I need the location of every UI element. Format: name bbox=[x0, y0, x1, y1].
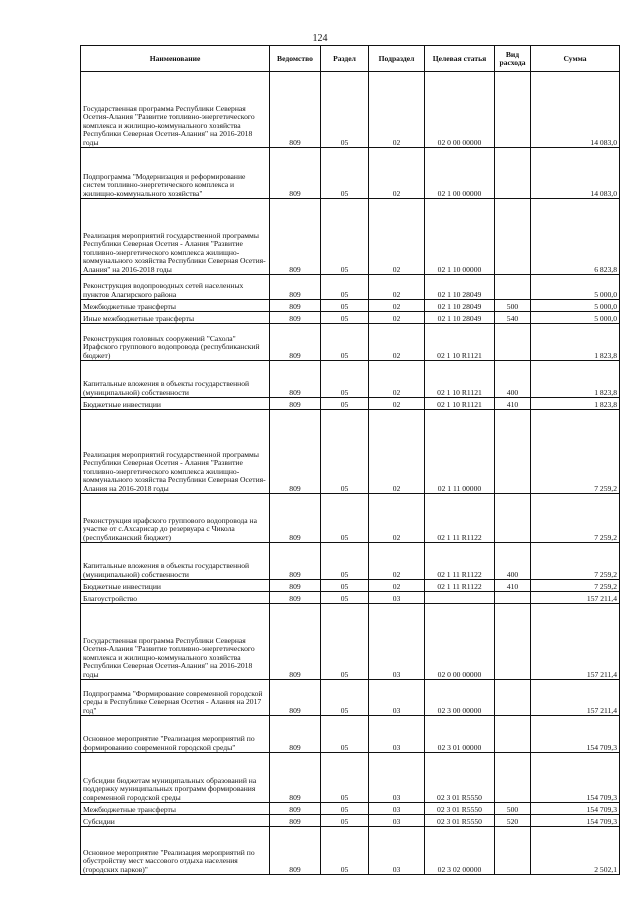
row-vid-raskhoda: 520 bbox=[495, 815, 531, 827]
table-row bbox=[81, 580, 620, 592]
row-celevaya-statya: 02 1 10 R1121 bbox=[425, 398, 495, 410]
row-summa: 7 259,2 bbox=[531, 410, 620, 494]
table-row bbox=[81, 604, 620, 680]
row-razdel: 05 bbox=[321, 592, 369, 604]
row-summa: 157 211,4 bbox=[531, 604, 620, 680]
page-number: 124 bbox=[312, 33, 328, 44]
row-celevaya-statya: 02 3 01 R5550 bbox=[425, 803, 495, 815]
table-row bbox=[81, 803, 620, 815]
table-row bbox=[81, 300, 620, 312]
row-razdel: 05 bbox=[321, 815, 369, 827]
table-row bbox=[81, 543, 620, 580]
row-name: Межбюджетные трансферты bbox=[81, 803, 270, 815]
row-name: Бюджетные инвестиции bbox=[81, 398, 270, 410]
table-row bbox=[81, 592, 620, 604]
table-row bbox=[81, 815, 620, 827]
row-podrazdel: 02 bbox=[369, 199, 425, 275]
row-podrazdel: 02 bbox=[369, 72, 425, 148]
row-name: Реконструкция водопроводных сетей населенных пунктов Алагирского района bbox=[81, 275, 270, 300]
row-name: Подпрограмма "Модернизация и реформирование систем топливно-энергетического комплекса и жилищно-коммунального хозяйства" bbox=[81, 148, 270, 199]
row-name: Реализация мероприятий государственной программы Республики Северная Осетия - Алания "Развитие топливно-энергетического комплекса жилищно-коммунального хозяйства Республики Северная Осетия-Алания" на 2016-2018 годы bbox=[81, 199, 270, 275]
row-podrazdel: 02 bbox=[369, 148, 425, 199]
row-vedomstvo: 809 bbox=[270, 494, 321, 543]
row-podrazdel: 03 bbox=[369, 753, 425, 803]
row-razdel: 05 bbox=[321, 275, 369, 300]
row-vedomstvo: 809 bbox=[270, 827, 321, 875]
row-name: Реализация мероприятий государственной программы Республики Северная Осетия - Алания "Развитие топливно-энергетического комплекса жилищно-коммунального хозяйства Республики Северная Осетия-Алания на 2016-2018 годы bbox=[81, 410, 270, 494]
row-summa: 1 823,8 bbox=[531, 398, 620, 410]
row-name: Основное мероприятие "Реализация мероприятий по обустройству мест массового отдыха населения (городских парков)" bbox=[81, 827, 270, 875]
row-podrazdel: 02 bbox=[369, 580, 425, 592]
row-celevaya-statya: 02 0 00 00000 bbox=[425, 72, 495, 148]
row-vid-raskhoda: 400 bbox=[495, 361, 531, 398]
row-celevaya-statya: 02 1 10 R1121 bbox=[425, 324, 495, 361]
row-celevaya-statya bbox=[425, 592, 495, 604]
table-body bbox=[81, 72, 620, 875]
row-summa: 14 083,0 bbox=[531, 72, 620, 148]
row-razdel: 05 bbox=[321, 410, 369, 494]
row-razdel: 05 bbox=[321, 300, 369, 312]
row-vid-raskhoda bbox=[495, 680, 531, 716]
row-podrazdel: 02 bbox=[369, 275, 425, 300]
table-row bbox=[81, 494, 620, 543]
row-summa: 157 211,4 bbox=[531, 592, 620, 604]
row-vedomstvo: 809 bbox=[270, 580, 321, 592]
row-summa: 154 709,3 bbox=[531, 815, 620, 827]
row-podrazdel: 02 bbox=[369, 324, 425, 361]
row-vedomstvo: 809 bbox=[270, 72, 321, 148]
row-summa: 7 259,2 bbox=[531, 543, 620, 580]
table-row bbox=[81, 753, 620, 803]
table-row bbox=[81, 324, 620, 361]
row-razdel: 05 bbox=[321, 199, 369, 275]
row-vid-raskhoda bbox=[495, 494, 531, 543]
row-summa: 154 709,3 bbox=[531, 803, 620, 815]
row-vedomstvo: 809 bbox=[270, 275, 321, 300]
table-row bbox=[81, 199, 620, 275]
row-name: Государственная программа Республики Северная Осетия-Алания "Развитие топливно-энергетического комплекса и жилищно-коммунального хозяйства Республики Северная Осетия-Алания" на 2016-2018 годы bbox=[81, 72, 270, 148]
row-razdel: 05 bbox=[321, 494, 369, 543]
budget-table bbox=[80, 45, 620, 875]
row-vedomstvo: 809 bbox=[270, 361, 321, 398]
row-celevaya-statya: 02 1 10 R1121 bbox=[425, 361, 495, 398]
row-podrazdel: 03 bbox=[369, 604, 425, 680]
row-vid-raskhoda: 540 bbox=[495, 312, 531, 324]
row-vid-raskhoda bbox=[495, 753, 531, 803]
row-name: Иные межбюджетные трансферты bbox=[81, 312, 270, 324]
row-celevaya-statya: 02 1 11 R1122 bbox=[425, 494, 495, 543]
row-podrazdel: 02 bbox=[369, 361, 425, 398]
row-razdel: 05 bbox=[321, 312, 369, 324]
row-podrazdel: 02 bbox=[369, 312, 425, 324]
row-vedomstvo: 809 bbox=[270, 148, 321, 199]
row-razdel: 05 bbox=[321, 604, 369, 680]
row-podrazdel: 02 bbox=[369, 410, 425, 494]
header-name: Наименование bbox=[81, 46, 270, 72]
row-podrazdel: 02 bbox=[369, 543, 425, 580]
row-podrazdel: 02 bbox=[369, 398, 425, 410]
row-name: Межбюджетные трансферты bbox=[81, 300, 270, 312]
row-summa: 7 259,2 bbox=[531, 494, 620, 543]
table-row bbox=[81, 148, 620, 199]
row-celevaya-statya: 02 3 01 R5550 bbox=[425, 815, 495, 827]
row-podrazdel: 03 bbox=[369, 716, 425, 753]
row-name: Капитальные вложения в объекты государственной (муниципальной) собственности bbox=[81, 543, 270, 580]
row-celevaya-statya: 02 1 10 28049 bbox=[425, 312, 495, 324]
row-vid-raskhoda bbox=[495, 827, 531, 875]
row-vedomstvo: 809 bbox=[270, 753, 321, 803]
row-vedomstvo: 809 bbox=[270, 592, 321, 604]
row-celevaya-statya: 02 1 10 28049 bbox=[425, 275, 495, 300]
row-summa: 5 000,0 bbox=[531, 275, 620, 300]
row-vedomstvo: 809 bbox=[270, 199, 321, 275]
row-razdel: 05 bbox=[321, 827, 369, 875]
row-razdel: 05 bbox=[321, 680, 369, 716]
row-vedomstvo: 809 bbox=[270, 716, 321, 753]
row-name: Государственная программа Республики Северная Осетия-Алания "Развитие топливно-энергетического комплекса и жилищно-коммунального хозяйства Республики Северная Осетия-Алания" на 2016-2018 годы bbox=[81, 604, 270, 680]
row-razdel: 05 bbox=[321, 148, 369, 199]
row-vid-raskhoda: 500 bbox=[495, 803, 531, 815]
row-razdel: 05 bbox=[321, 753, 369, 803]
row-vid-raskhoda: 500 bbox=[495, 300, 531, 312]
row-vid-raskhoda bbox=[495, 148, 531, 199]
table-row bbox=[81, 398, 620, 410]
table-row bbox=[81, 361, 620, 398]
header-podrazdel: Подраздел bbox=[369, 46, 425, 72]
row-summa: 5 000,0 bbox=[531, 300, 620, 312]
row-summa: 157 211,4 bbox=[531, 680, 620, 716]
row-razdel: 05 bbox=[321, 716, 369, 753]
row-celevaya-statya: 02 3 00 00000 bbox=[425, 680, 495, 716]
row-vid-raskhoda bbox=[495, 72, 531, 148]
table-row bbox=[81, 680, 620, 716]
table-row bbox=[81, 312, 620, 324]
header-celevaya-statya: Целевая статья bbox=[425, 46, 495, 72]
row-summa: 5 000,0 bbox=[531, 312, 620, 324]
row-vedomstvo: 809 bbox=[270, 680, 321, 716]
row-podrazdel: 03 bbox=[369, 815, 425, 827]
row-vedomstvo: 809 bbox=[270, 300, 321, 312]
row-podrazdel: 02 bbox=[369, 494, 425, 543]
row-razdel: 05 bbox=[321, 580, 369, 592]
row-podrazdel: 03 bbox=[369, 827, 425, 875]
row-name: Реконструкция головных сооружений "Сахола" Ирафского группового водопровода (республиканский бюджет) bbox=[81, 324, 270, 361]
row-celevaya-statya: 02 0 00 00000 bbox=[425, 604, 495, 680]
row-podrazdel: 03 bbox=[369, 803, 425, 815]
row-celevaya-statya: 02 1 11 R1122 bbox=[425, 543, 495, 580]
row-name: Благоустройство bbox=[81, 592, 270, 604]
row-razdel: 05 bbox=[321, 398, 369, 410]
row-vedomstvo: 809 bbox=[270, 324, 321, 361]
row-name: Субсидии бюджетам муниципальных образований на поддержку муниципальных программ формирования современной городской среды bbox=[81, 753, 270, 803]
row-vedomstvo: 809 bbox=[270, 543, 321, 580]
row-vedomstvo: 809 bbox=[270, 803, 321, 815]
row-vid-raskhoda: 400 bbox=[495, 543, 531, 580]
row-name: Подпрограмма "Формирование современной городской среды в Республике Северная Осетия - Алания на 2017 год" bbox=[81, 680, 270, 716]
row-name: Основное мероприятие "Реализация мероприятий по формированию современной городской среды" bbox=[81, 716, 270, 753]
table-row bbox=[81, 827, 620, 875]
row-summa: 154 709,3 bbox=[531, 716, 620, 753]
row-summa: 2 502,1 bbox=[531, 827, 620, 875]
row-celevaya-statya: 02 1 10 00000 bbox=[425, 199, 495, 275]
row-podrazdel: 03 bbox=[369, 680, 425, 716]
table-header-row bbox=[81, 46, 620, 72]
row-summa: 1 823,8 bbox=[531, 324, 620, 361]
row-vid-raskhoda bbox=[495, 324, 531, 361]
row-celevaya-statya: 02 3 01 00000 bbox=[425, 716, 495, 753]
row-vedomstvo: 809 bbox=[270, 815, 321, 827]
row-summa: 14 083,0 bbox=[531, 148, 620, 199]
header-summa: Сумма bbox=[531, 46, 620, 72]
row-celevaya-statya: 02 1 11 R1122 bbox=[425, 580, 495, 592]
row-summa: 6 823,8 bbox=[531, 199, 620, 275]
row-razdel: 05 bbox=[321, 803, 369, 815]
row-celevaya-statya: 02 1 11 00000 bbox=[425, 410, 495, 494]
row-podrazdel: 02 bbox=[369, 300, 425, 312]
row-name: Капитальные вложения в объекты государственной (муниципальной) собственности bbox=[81, 361, 270, 398]
row-vid-raskhoda bbox=[495, 592, 531, 604]
row-name: Субсидии bbox=[81, 815, 270, 827]
table-row bbox=[81, 72, 620, 148]
row-vid-raskhoda bbox=[495, 199, 531, 275]
row-name: Реконструкция ирафского группового водопровода на участке от с.Ахсарисар до резервуара с Чикола (республиканский бюджет) bbox=[81, 494, 270, 543]
row-razdel: 05 bbox=[321, 324, 369, 361]
row-vid-raskhoda: 410 bbox=[495, 580, 531, 592]
row-vid-raskhoda bbox=[495, 604, 531, 680]
row-vedomstvo: 809 bbox=[270, 398, 321, 410]
row-razdel: 05 bbox=[321, 543, 369, 580]
header-vedomstvo: Ведомство bbox=[270, 46, 321, 72]
row-summa: 1 823,8 bbox=[531, 361, 620, 398]
row-vid-raskhoda bbox=[495, 275, 531, 300]
row-vedomstvo: 809 bbox=[270, 604, 321, 680]
row-podrazdel: 03 bbox=[369, 592, 425, 604]
row-vedomstvo: 809 bbox=[270, 410, 321, 494]
row-celevaya-statya: 02 1 10 28049 bbox=[425, 300, 495, 312]
row-celevaya-statya: 02 1 00 00000 bbox=[425, 148, 495, 199]
header-vid-raskhoda: Вид расхода bbox=[495, 46, 531, 72]
row-vid-raskhoda bbox=[495, 716, 531, 753]
row-summa: 7 259,2 bbox=[531, 580, 620, 592]
row-celevaya-statya: 02 3 01 R5550 bbox=[425, 753, 495, 803]
row-vid-raskhoda: 410 bbox=[495, 398, 531, 410]
table-row bbox=[81, 410, 620, 494]
table-row bbox=[81, 275, 620, 300]
row-celevaya-statya: 02 3 02 00000 bbox=[425, 827, 495, 875]
row-vid-raskhoda bbox=[495, 410, 531, 494]
table-row bbox=[81, 716, 620, 753]
row-razdel: 05 bbox=[321, 72, 369, 148]
row-name: Бюджетные инвестиции bbox=[81, 580, 270, 592]
row-summa: 154 709,3 bbox=[531, 753, 620, 803]
header-razdel: Раздел bbox=[321, 46, 369, 72]
row-vedomstvo: 809 bbox=[270, 312, 321, 324]
row-razdel: 05 bbox=[321, 361, 369, 398]
